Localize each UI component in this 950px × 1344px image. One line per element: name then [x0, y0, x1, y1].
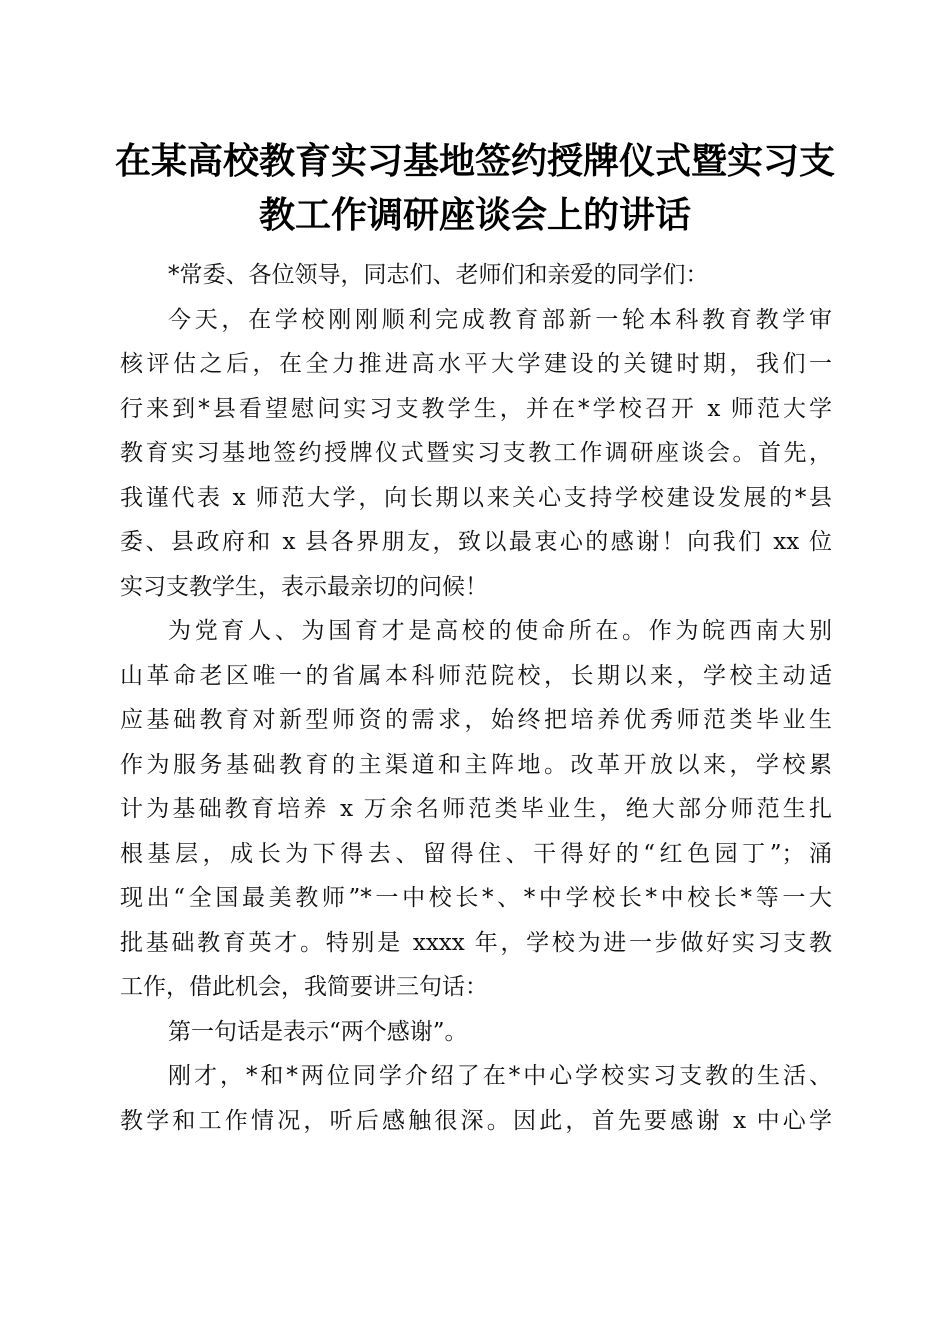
paragraph-2-line-5: 计为基础教育培养 x 万余名师范类毕业生，绝大部分师范生扎 — [120, 796, 832, 822]
paragraph-1-line-5: 我谨代表 x 师范大学，向长期以来关心支持学校建设发展的*县 — [120, 484, 832, 511]
paragraph-2-line-9: 工作，借此机会，我简要讲三句话： — [120, 974, 488, 1000]
paragraph-1-line-6: 委、县政府和 x 县各界朋友，致以最衷心的感谢！向我们 xx 位 — [120, 529, 832, 555]
document-title — [110, 134, 840, 242]
paragraph-2-line-7: 现出“全国最美教师”*一中校长*、*中学校长*中校长*等一大 — [120, 885, 832, 911]
paragraph-2-line-8: 批基础教育英才。特别是 xxxx 年，学校为进一步做好实习支教 — [120, 929, 832, 956]
document-body — [120, 253, 832, 1143]
paragraph-1-line-7: 实习支教学生，表示最亲切的问候！ — [120, 573, 488, 600]
paragraph-2-line-4: 作为服务基础教育的主渠道和主阵地。改革开放以来，学校累 — [120, 751, 832, 778]
paragraph-1-line-3: 行来到*县看望慰问实习支教学生，并在*学校召开 x 师范大学 — [120, 395, 832, 422]
paragraph-2-line-6: 根基层，成长为下得去、留得住、干得好的“红色园丁”；涌 — [120, 840, 832, 867]
paragraph-3-line-2: 教学和工作情况，听后感触很深。因此，首先要感谢 x 中心学 — [120, 1107, 832, 1134]
title-line-1: 在某高校教育实习基地签约授牌仪式暨实习支 — [114, 140, 835, 182]
salutation: *常委、各位领导，同志们、老师们和亲爱的同学们： — [168, 262, 709, 288]
paragraph-2-line-1: 为党育人、为国育才是高校的使命所在。作为皖西南大别 — [168, 618, 832, 644]
paragraph-2-line-2: 山革命老区唯一的省属本科师范院校，长期以来，学校主动适 — [120, 662, 832, 689]
section-heading-1: 第一句话是表示“两个感谢”。 — [168, 1018, 468, 1045]
title-line-2: 教工作调研座谈会上的讲话 — [258, 194, 691, 236]
paragraph-1-line-2: 核评估之后，在全力推进高水平大学建设的关键时期，我们一 — [120, 351, 832, 377]
paragraph-1-line-4: 教育实习基地签约授牌仪式暨实习支教工作调研座谈会。首先， — [120, 440, 832, 466]
paragraph-1-line-1: 今天，在学校刚刚顺利完成教育部新一轮本科教育教学审 — [168, 306, 832, 333]
paragraph-2-line-3: 应基础教育对新型师资的需求，始终把培养优秀师范类毕业生 — [120, 707, 832, 733]
paragraph-3-line-1: 刚才，*和*两位同学介绍了在*中心学校实习支教的生活、 — [168, 1063, 832, 1089]
